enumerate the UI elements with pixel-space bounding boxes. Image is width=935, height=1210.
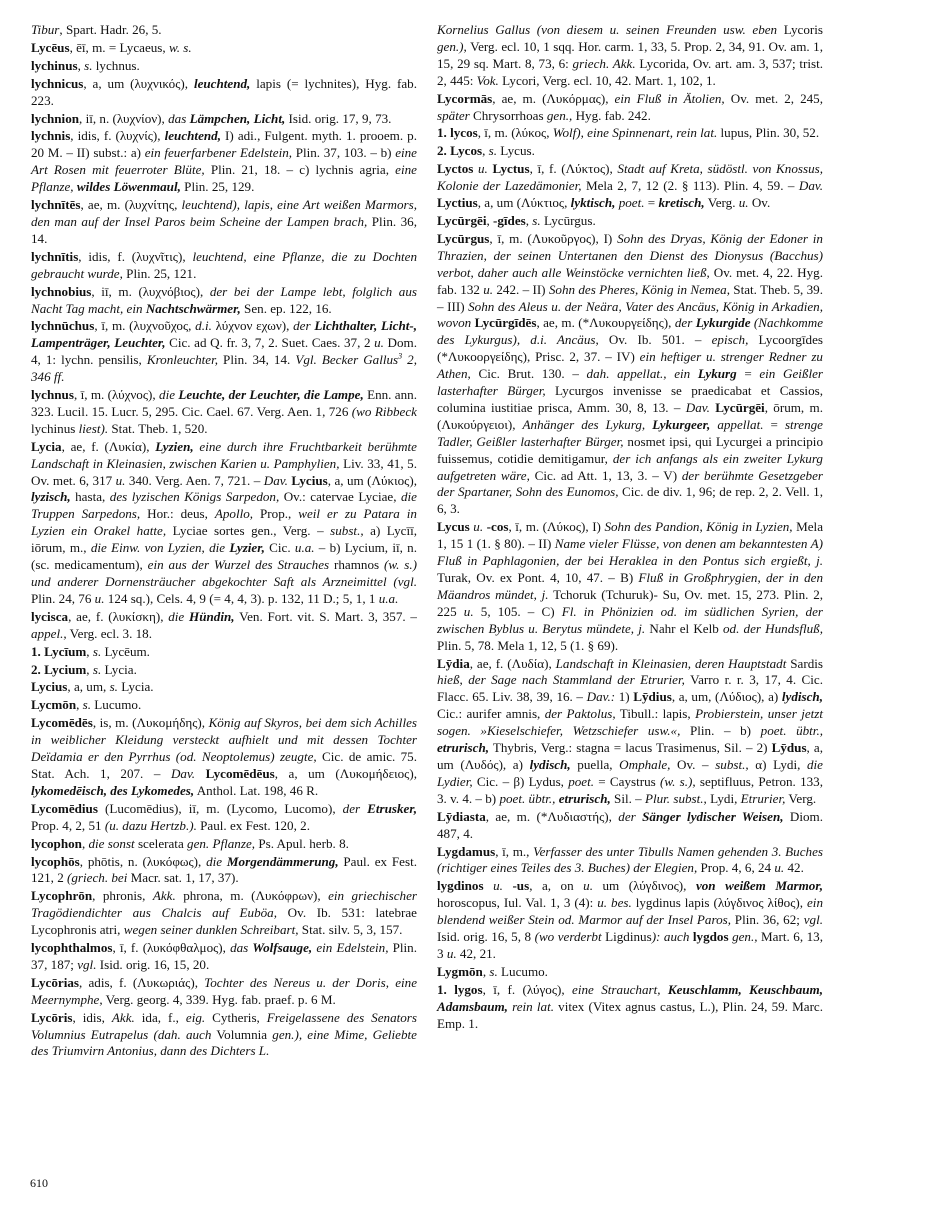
dictionary-entry: 1. Lycīum, s. Lycēum. (31, 643, 150, 659)
dictionary-entry: lycophōs, phōtis, n. (λυκόφως), die Morgendämmerung, Paul. ex Fest. 121, 2 (griech. bei Macr. sat. 1, 17, 37). (31, 853, 417, 886)
dictionary-entry: 2. Lycium, s. Lycia. (31, 661, 137, 677)
dictionary-entry: Lycophrōn, phronis, Akk. phrona, m. (Λυκόφρων), ein griechischer Tragödiendichter aus Chalcis auf Euböa, Ov. Ib. 531: latebrae Lycophronis atri, wegen seiner dunklen Schreibart, Stat. silv. 5, 3, 157. (31, 888, 417, 938)
dictionary-entry: Kornelius Gallus (von diesem u. seinen Freunden usw. eben Lycoris gen.), Verg. ecl. 10, 1 sqq. Hor. carm. 1, 33, 5. Prop. 2, 34, 91. Ov. am. 1, 15, 29 sq. Mart. 8, 73, 6: griech. Akk. Lycorida, Ov. art. am. 3, 537; trist. 2, 445: Vok. Lycori, Verg. ecl. 10, 42. Mart. 1, 102, 1. (437, 22, 824, 88)
dictionary-entry: lychnion, iī, n. (λυχνίον), das Lämpchen, Licht, Isid. orig. 17, 9, 73. (31, 110, 392, 126)
dictionary-entry: lychnūchus, ī, m. (λυχνοῦχος, d.i. λύχνον εχων), der Lichthalter, Licht-, Lampenträger, Leuchter, Cic. ad Q. fr. 3, 7, 2. Suet. Caes. 37, 2 u. Dom. 4, 1: lychn. pensilis, Kronleuchter, Plin. 34, 14. Vgl. Becker Gallus$^3$ 2, 346 ff. (31, 318, 418, 385)
dictionary-entry: lychinus, s. lychnus. (31, 57, 140, 73)
dictionary-entry: Lycūrgus, ī, m. (Λυκοῦργος), I) Sohn des Dryas, König der Edoner in Thrazien, der seinen Untertanen den Dienst des Dionysus (Bacchus) verbot, daher auch alle Weinstöcke vernichten ließ, Ov. met. 4, 22. Hyg. fab. 132 u. 242. – II) Sohn des Pheres, König in Nemea, Stat. Theb. 5, 39. – III) Sohn des Aleus u. der Neära, Vater des Ancäus, König in Arkadien, wovon Lycūrgīdēs, ae, m. (*Λυκουργείδης), der Lykurgide (Nachkomme des Lykurgus), d.i. Ancäus, Ov. Ib. 501. – episch, Lycoorgīdes (*Λυκοοργείδης), Prisc. 2, 37. – IV) ein heftiger u. strenger Redner zu Athen, Cic. Brut. 130. – dah. appellat., ein Lykurg = ein Geißler lasterhafter Bürger, Lycurgos invenisse se praedicabat et Cassios, columina iustitiae prisca, Amm. 30, 8, 13. – Dav. Lycūrgēi, ōrum, m. (Λυκούργειοι), Anhänger des Lykurg, Lykurgeer, appellat. = strenge Tadler, Geißler lasterhafter Bürger, nosmet ipsi, qui Lycurgei a principio fuissemus, cotidie demitigamur, der ich anfangs als ein zweiter Lykurg aufgetreten wäre, Cic. ad Att. 1, 13, 3. – V) der berühmte Gesetzgeber der Spartaner, Sohn des Eunomos, Cic. de div. 1, 96; de rep. 2, 2. Vell. 1, 6, 3. (437, 230, 824, 517)
dictionary-entry: Lycormās, ae, m. (Λυκόρμας), ein Fluß in Ätolien, Ov. met. 2, 245, später Chrysorrhoas gen., Hyg. fab. 242. (437, 90, 823, 123)
dictionary-entry: 1. lycos, ī, m. (λύκος, Wolf), eine Spinnenart, rein lat. lupus, Plin. 30, 52. (437, 125, 820, 141)
dictionary-entry: lycophthalmos, ī, f. (λυκόφθαλμος), das Wolfsauge, ein Edelstein, Plin. 37, 187; vgl. Isid. orig. 16, 15, 20. (31, 940, 417, 972)
dictionary-entry: Lycūrgēi, -gīdes, s. Lycūrgus. (437, 212, 596, 228)
right-column (437, 22, 823, 1032)
dictionary-entry: Lycia, ae, f. (Λυκία), Lyzien, eine durch ihre Fruchtbarkeit berühmte Landschaft in Kleinasien, zwischen Karien u. Pamphylien, Liv. 33, 41, 5. Ov. met. 6, 317 u. 340. Verg. Aen. 7, 721. – Dav. Lycius, a, um (Λύκιος), lyzisch, hasta, des lyzischen Königs Sarpedon, Ov.: catervae Lyciae, die Truppen Sarpedons, Hor.: deus, Apollo, Prop., weil er zu Patara in Lyzien ein Orakel hatte, Lyciae sortes gen., Verg. – subst., a) Lycīī, iōrum, m., die Einw. von Lyzien, die Lyzier, Cic. u.a. – b) Lycium, iī, n. (sc. medicamentum), ein aus der Wurzel des Strauches rhamnos (w. s.) und anderer Dornensträucher abgekochter Saft als Arzneimittel (vgl. Plin. 24, 76 u. 124 sq.), Cels. 4, 9 (= 4, 4, 3). p. 132, 11 D.; 5, 1, 1 u.a. (31, 438, 418, 606)
dictionary-entry: Tibur, Spart. Hadr. 26, 5. (31, 22, 162, 37)
dictionary-entry: 2. Lycos, s. Lycus. (437, 143, 535, 159)
dictionary-entry: lychnus, ī, m. (λύχνος), die Leuchte, der Leuchter, die Lampe, Enn. ann. 323. Lucil. 15. Lucr. 5, 295. Cic. Cael. 67. Verg. Aen. 1, 726 (wo Ribbeck lychinus liest). Stat. Theb. 1, 520. (31, 387, 417, 436)
page-number: 610 (30, 1176, 48, 1190)
dictionary-entry: lygdinos u. -us, a, on u. um (λύγδινος), von weißem Marmor, horoscopus, Iul. Val. 1, 3 (4): u. bes. lygdinus lapis (λύγδινος λίθος), ein blendend weißer Stein od. Marmor auf der Insel Paros, Plin. 36, 62; vgl. Isid. orig. 16, 5, 8 (wo verderbt Ligdinus): auch lygdos gen., Mart. 6, 13, 3 u. 42, 21. (437, 878, 823, 961)
dictionary-entry: Lygmōn, s. Lucumo. (437, 963, 548, 979)
left-column (31, 22, 417, 1060)
dictionary-entry: Lȳdiasta, ae, m. (*Λυδιαστής), der Sänger lydischer Weisen, Diom. 487, 4. (437, 808, 823, 841)
dictionary-entry: Lycus u. -cos, ī, m. (Λύκος), I) Sohn des Pandion, König in Lyzien, Mela 1, 15 1 (1. § 80). – II) Name vieler Flüsse, von denen am bekanntesten A) Fluß in Paphlagonien, der bei Heraklea in den Pontus sich ergießt, j. Turak, Ov. ex Pont. 4, 10, 47. – B) Fluß in Großphrygien, der in den Mäandros mündet, j. Tchoruk (Tchuruk)- Su, Ov. met. 15, 273. Plin. 2, 225 u. 5, 105. – C) Fl. in Phönizien od. im südlichen Syrien, der zwischen Byblus u. Berytus mündete, j. Nahr el Kelb od. der Hundsfluß, Plin. 5, 78. Mela 1, 12, 5 (1. § 69). (437, 519, 824, 653)
dictionary-entry: Lycomēdēs, is, m. (Λυκομήδης), König auf Skyros, bei dem sich Achilles in weiblicher Kleidung versteckt aufhielt und mit dessen Tochter Deïdamia er den Pyrrhus (od. Neoptolemus) zeugte, Cic. de amic. 75. Stat. Ach. 1, 207. – Dav. Lycomēdēus, a, um (Λυκομήδειος), lykomedēisch, des Lykomedes, Anthol. Lat. 198, 46 R. (31, 715, 418, 798)
dictionary-entry: lychnītis, idis, f. (λυχνῖτις), leuchtend, eine Pflanze, die zu Dochten gebraucht wurde, Plin. 25, 121. (31, 248, 417, 281)
dictionary-entry: Lycius, a, um, s. Lycia. (31, 679, 154, 695)
dictionary-entry: Lycomēdius (Lucomēdius), iī, m. (Lycomo, Lucomo), der Etrusker, Prop. 4, 2, 51 (u. dazu Hertzb.). Paul. ex Fest. 120, 2. (31, 800, 417, 833)
dictionary-entry: Lycēus, ēī, m. = Lycaeus, w. s. (31, 39, 192, 55)
dictionary-entry: Lyctos u. Lyctus, ī, f. (Λύκτος), Stadt auf Kreta, südöstl. von Knossus, Kolonie der Lazedämonier, Mela 2, 7, 12 (2. § 113). Plin. 4, 59. – Dav. Lyctius, a, um (Λύκτιος, lyktisch, poet. = kretisch, Verg. u. Ov. (437, 161, 823, 211)
dictionary-entry: lychnobius, iī, m. (λυχνόβιος), der bei der Lampe lebt, folglich aus Nacht Tag macht, ein Nachtschwärmer, Sen. ep. 122, 16. (31, 283, 417, 316)
dictionary-entry: Lygdamus, ī, m., Verfasser des unter Tibulls Namen gehenden 3. Buches (richtiger eines Teiles des 3. Buches) der Elegien, Prop. 4, 6, 24 u. 42. (437, 843, 823, 876)
dictionary-entry: Lycōrias, adis, f. (Λυκωριάς), Tochter des Nereus u. der Doris, eine Meernymphe, Verg. georg. 4, 339. Hyg. fab. praef. p. 6 M. (31, 974, 418, 1007)
dictionary-entry: lychnis, idis, f. (λυχνίς), leuchtend, I) adi., Fulgent. myth. 1. prooem. p. 20 M. – II) subst.: a) ein feuerfarbener Edelstein, Plin. 37, 103. – b) eine Art Rosen mit feuerroter Blüte, Plin. 21, 18. – c) lychnis agria, eine Pflanze, wildes Löwenmaul, Plin. 25, 129. (31, 128, 417, 195)
dictionary-entry: lycisca, ae, f. (λυκίσκη), die Hündin, Ven. Fort. vit. S. Mart. 3, 357. – appel., Verg. ecl. 3. 18. (31, 608, 417, 641)
dictionary-entry: Lȳdia, ae, f. (Λυδία), Landschaft in Kleinasien, deren Hauptstadt Sardis hieß, der Sage nach Stammland der Etrurier, Varro r. r. 3, 17, 4. Cic. Flacc. 65. Liv. 38, 39, 16. – Dav.: 1) Lȳdius, a, um, (Λύδιος), a) lydisch, Cic.: aurifer amnis, der Paktolus, Tibull.: lapis, Probierstein, unser jetzt sogen. »Kieselschiefer, Wetzschiefer usw.«, Plin. – b) poet. übtr., etrurisch, Thybris, Verg.: stagna = lacus Trasimenus, Sil. – 2) Lȳdus, a, um (Λυδός), a) lydisch, puella, Omphale, Ov. – subst., α) Lydi, die Lydier, Cic. – β) Lydus, poet. = Caystrus (w. s.), septifluus, Petron. 133, 3. v. 4. – b) poet. übtr., etrurisch, Sil. – Plur. subst., Lydi, Etrurier, Verg. (437, 655, 824, 806)
dictionary-entry: lychnītēs, ae, m. (λυχνίτης, leuchtend), lapis, eine Art weißen Marmors, den man auf der Insel Paros beim Scheine der Lampen brach, Plin. 36, 14. (31, 197, 418, 246)
dictionary-entry: Lycmōn, s. Lucumo. (31, 697, 142, 713)
dictionary-entry: lychnicus, a, um (λυχνικός), leuchtend, lapis (= lychnites), Hyg. fab. 223. (31, 75, 417, 108)
dictionary-entry: lycophon, die sonst scelerata gen. Pflanze, Ps. Apul. herb. 8. (31, 835, 349, 851)
dictionary-entry: 1. lygos, ī, f. (λύγος), eine Strauchart, Keuschlamm, Keuschbaum, Adamsbaum, rein lat. vitex (Vitex agnus castus, L.), Plin. 24, 59. Marc. Emp. 1. (437, 981, 824, 1031)
dictionary-entry: Lycōris, idis, Akk. ida, f., eig. Cytheris, Freigelassene des Senators Volumnius Eutrapelus (dah. auch Volumnia gen.), eine Mime, Geliebte des Triumvirn Antonius, dann des Dichters L. (31, 1009, 417, 1059)
